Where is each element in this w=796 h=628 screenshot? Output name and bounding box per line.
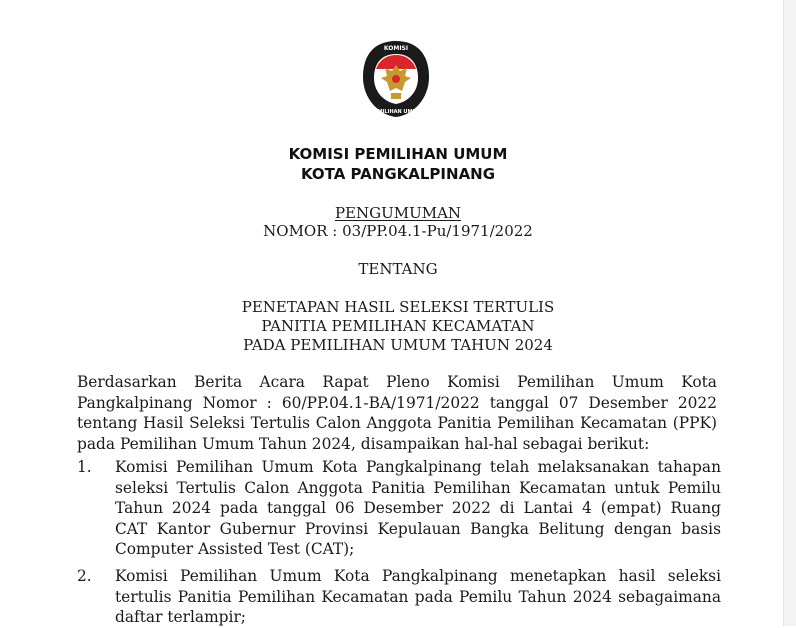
- list-item-line: Tahun 2024 pada tanggal 06 Desember 2022 di Lantai 4 (empat) Ruang: [115, 499, 721, 517]
- announcement-number: NOMOR : 03/PP.04.1-Pu/1971/2022: [263, 222, 533, 240]
- announcement-label-text: PENGUMUMAN: [334, 204, 462, 222]
- logo-text-bottom: PEMILIHAN UMUM: [370, 109, 422, 115]
- tentang-heading: TENTANG: [358, 260, 438, 278]
- list-item-number: 1.: [77, 458, 92, 476]
- list-item-body: [115, 457, 721, 560]
- list-item-line: CAT Kantor Gubernur Provinsi Kepulauan Bangka Belitung dengan basis: [115, 519, 721, 538]
- subject-line-1: PENETAPAN HASIL SELEKSI TERTULIS: [241, 298, 555, 316]
- announcement-label: [0, 204, 796, 222]
- org-name-line-1: KOMISI PEMILIHAN UMUM: [288, 145, 508, 163]
- list-item-line: tertulis Panitia Pemilihan Kecamatan pada Pemilu Tahun 2024 sebagaimana: [115, 587, 721, 606]
- subject-line-2: PANITIA PEMILIHAN KECAMATAN: [261, 317, 535, 335]
- subject-line-3: PADA PEMILIHAN UMUM TAHUN 2024: [243, 336, 553, 354]
- list-item-number: 2.: [77, 567, 92, 585]
- list-item-line: Komisi Pemilihan Umum Kota Pangkalpinang menetapkan hasil seleksi: [115, 567, 721, 585]
- intro-line: Berdasarkan Berita Acara Rapat Pleno Komisi Pemilihan Umum Kota: [77, 373, 717, 391]
- intro-paragraph: [77, 372, 717, 454]
- list-item-body: [115, 566, 721, 628]
- list-item-line: seleksi Tertulis Calon Anggota Panitia Pemilihan Kecamatan untuk Pemilu: [115, 478, 721, 497]
- kpu-logo-icon: [361, 39, 431, 119]
- list-item-line: daftar terlampir;: [115, 608, 246, 626]
- intro-line: pada Pemilihan Umum Tahun 2024, disampaikan hal-hal sebagai berikut:: [77, 434, 650, 453]
- logo-text-top: KOMISI: [383, 45, 409, 52]
- list-item-line: Computer Assisted Test (CAT);: [115, 540, 355, 558]
- org-name-line-2: KOTA PANGKALPINANG: [300, 165, 496, 183]
- intro-line: tentang Hasil Seleksi Tertulis Calon Anggota Panitia Pemilihan Kecamatan (PPK): [77, 414, 717, 432]
- page-edge: [783, 0, 796, 626]
- list-item-line: Komisi Pemilihan Umum Kota Pangkalpinang telah melaksanakan tahapan: [115, 458, 721, 476]
- intro-line: Pangkalpinang Nomor : 60/PP.04.1-BA/1971/2022 tanggal 07 Desember 2022: [77, 393, 717, 412]
